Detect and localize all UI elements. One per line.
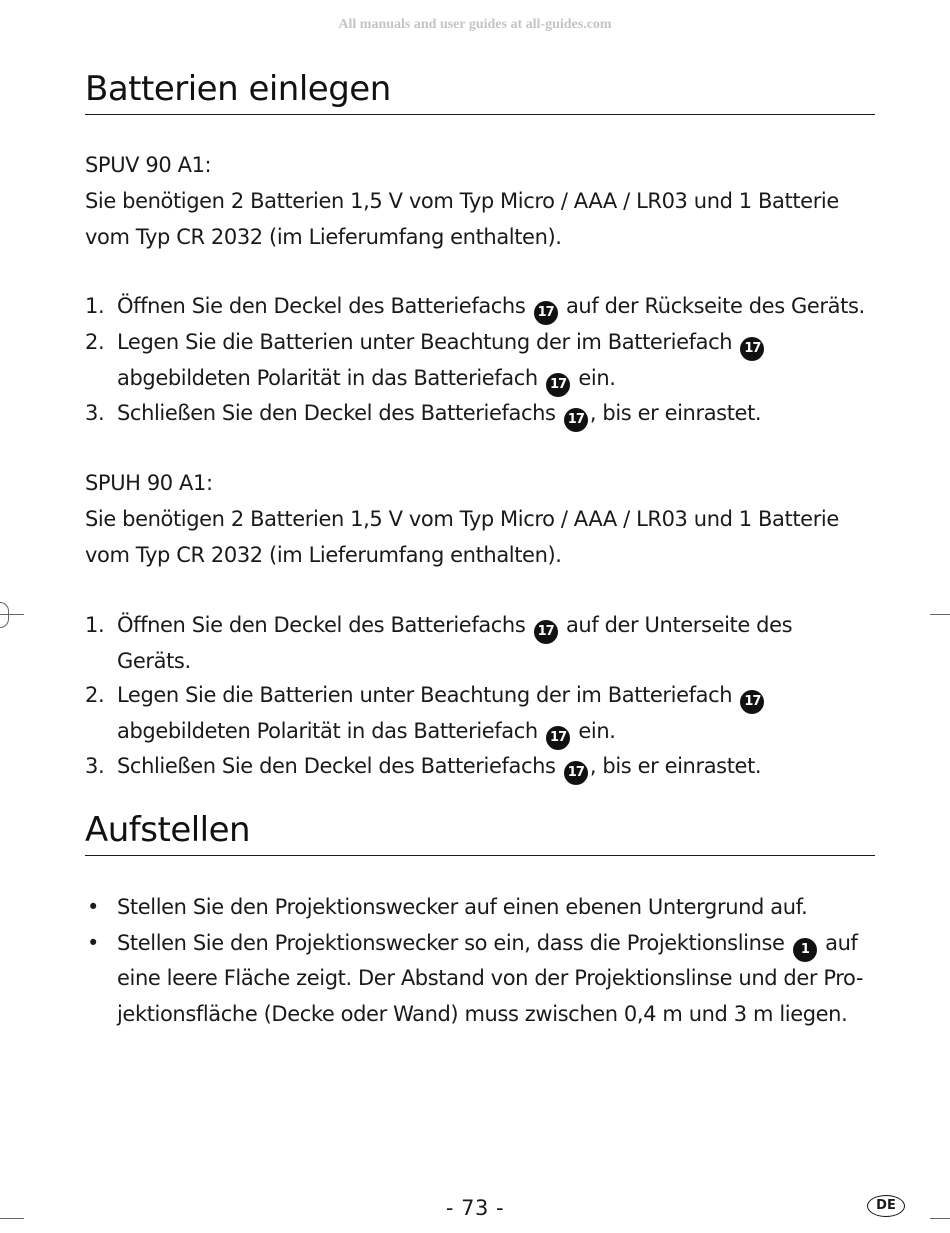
step-text: , bis er einrastet. [589,754,762,778]
ref-badge-icon: 1 [793,938,817,962]
watermark: All manuals and user guides at all-guides.com [338,17,612,32]
step-text: auf der Unterseite des [565,613,793,637]
ref-badge-icon: 17 [546,726,570,750]
step-number: 2. [85,330,105,354]
ref-badge-icon: 17 [564,761,588,785]
step-number: 3. [85,401,105,425]
intro-line: Sie benötigen 2 Batterien 1,5 V vom Typ Micro / AAA / LR03 und 1 Batterie [85,189,839,213]
page-number: - 73 - [445,1196,505,1220]
step-text: Geräts. [117,649,191,673]
registration-mark-right [930,614,950,615]
step-number: 3. [85,754,105,778]
step-number: 1. [85,613,105,637]
bullet-text: Stellen Sie den Projektionswecker auf einen ebenen Untergrund auf. [117,895,808,919]
step-text: ein. [578,366,616,390]
intro-line: vom Typ CR 2032 (im Lieferumfang enthalten). [85,225,562,249]
bullet-icon: • [87,895,99,919]
step-text: Schließen Sie den Deckel des Batteriefachs [117,754,556,778]
bullet-text: jektionsfläche (Decke oder Wand) muss zwischen 0,4 m und 3 m liegen. [117,1002,848,1026]
ref-badge-icon: 17 [546,373,570,397]
intro-line: Sie benötigen 2 Batterien 1,5 V vom Typ Micro / AAA / LR03 und 1 Batterie [85,507,839,531]
step-text: Legen Sie die Batterien unter Beachtung der im Batteriefach [117,683,733,707]
language-badge: DE [867,1195,905,1217]
bullet-text: Stellen Sie den Projektionswecker so ein, dass die Projektionslinse [117,931,785,955]
model-label-spuh: SPUH 90 A1: [85,471,213,495]
step-text: auf der Rückseite des Geräts. [565,294,865,318]
model-label-spuv: SPUV 90 A1: [85,153,212,177]
step-text: Legen Sie die Batterien unter Beachtung der im Batteriefach [117,330,733,354]
step-number: 1. [85,294,105,318]
bullet-icon: • [87,931,99,955]
step-text: Öffnen Sie den Deckel des Batteriefachs [117,294,526,318]
ref-badge-icon: 17 [534,301,558,325]
ref-badge-icon: 17 [534,620,558,644]
step-text: , bis er einrastet. [589,401,762,425]
heading-aufstellen: Aufstellen [85,809,875,856]
heading-batterien-einlegen: Batterien einlegen [85,68,875,115]
ref-badge-icon: 17 [740,337,764,361]
intro-line: vom Typ CR 2032 (im Lieferumfang enthalten). [85,543,562,567]
bullet-text: eine leere Fläche zeigt. Der Abstand von der Projektionslinse und der Pro- [117,966,864,990]
bullet-text: auf [825,931,858,955]
ref-badge-icon: 17 [740,690,764,714]
step-text: Öffnen Sie den Deckel des Batteriefachs [117,613,526,637]
registration-mark-left-arc [0,602,9,628]
step-text: abgebildeten Polarität in das Batteriefach [117,719,538,743]
step-number: 2. [85,683,105,707]
step-text: ein. [578,719,616,743]
step-text: abgebildeten Polarität in das Batteriefach [117,366,538,390]
step-text: Schließen Sie den Deckel des Batteriefachs [117,401,556,425]
ref-badge-icon: 17 [564,408,588,432]
